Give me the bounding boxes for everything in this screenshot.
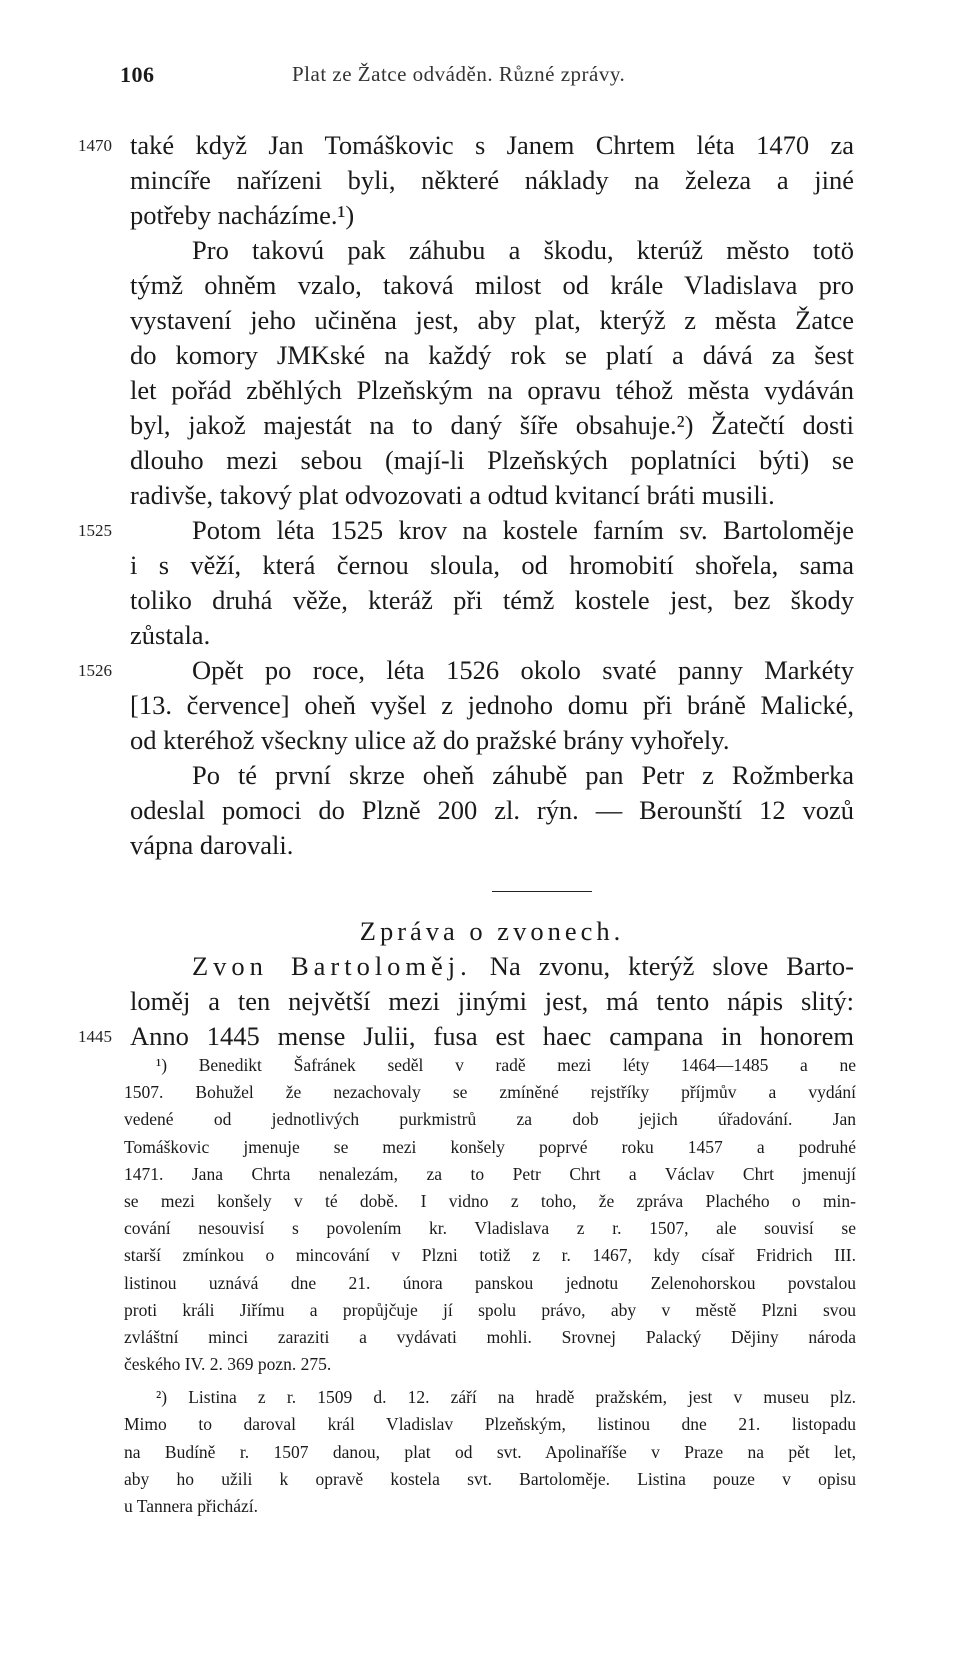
line-text: ²) Listina z r. 1509 d. 12. září na hradě pražském, jest v museu plz. [156,1387,856,1408]
footnote-line [124,1052,856,1079]
bell-name: Zvon Bartoloměj. [192,951,472,981]
margin-year: 1525 [78,521,112,540]
text-line [130,268,854,303]
page-header [120,62,860,92]
footnote-line [124,1134,856,1161]
text-line [130,233,854,268]
footnote-line [124,1079,856,1106]
footnote-line [124,1324,856,1351]
footnote-line [124,1161,856,1188]
text-line [130,548,854,583]
line-text: vystavení jeho učiněna jest, aby plat, kterýž z města Žatce [130,305,854,335]
line-text: [13. července] oheň vyšel z jednoho domu při bráně Malické, [130,690,854,720]
line-text: cování nesouvisí s povolením kr. Vladislava z r. 1507, ale souvisí se [124,1218,856,1239]
main-text [78,128,854,1054]
line-text: radivše, takový plat odvozovati a odtud kvitancí bráti musili. [130,480,775,510]
text-line [130,758,854,793]
line-text: odeslal pomoci do Plzně 200 zl. rýn. — Berounští 12 vozů [130,795,854,825]
text-line [78,653,854,688]
text-line [130,618,854,653]
margin-year: 1470 [78,136,112,155]
line-text: Po té první skrze oheň záhubě pan Petr z Rožmberka [192,760,854,790]
line-text: loměj a ten největší mezi jinými jest, má tento nápis slitý: [130,986,854,1016]
line-text: do komory JMKské na každý rok se platí a dává za šest [130,340,854,370]
line-text: 1471. Jana Chrta nenalezám, za to Petr Chrt a Václav Chrt jmenují [124,1163,856,1184]
running-title: Plat ze Žatce odváděn. Různé zprávy. [292,62,626,86]
line-text: u Tannera přichází. [124,1496,259,1516]
footnote-line [124,1466,856,1493]
line-text: aby ho užili k opravě kostela svt. Bartoloměje. Listina pouze v opisu [124,1468,856,1489]
text-line [78,513,854,548]
margin-year: 1526 [78,661,112,680]
margin-year: 1445 [78,1027,112,1046]
text-line [78,1019,854,1054]
line-text: Potom léta 1525 krov na kostele farním sv. Bartoloměje [192,515,854,545]
line-text: toliko druhá věže, kteráž při témž kostele jest, bez škody [130,585,854,615]
line-text: vedené od jednotlivých purkmistrů za dob jejich úřadování. Jan [124,1109,856,1130]
text-line [78,128,854,163]
line-text: byl, jakož majestát na to daný šíře obsahuje.²) Žatečtí dosti [130,410,854,440]
text-line [130,443,854,478]
text-line [130,478,854,513]
footnote-line [124,1270,856,1297]
line-text: také když Jan Tomáškovic s Janem Chrtem léta 1470 za [130,130,854,160]
section-title: Zpráva o zvonech. [359,916,625,946]
line-text: starší zmínkou o mincování v Plzni totiž z r. 1467, kdy císař Fridrich III. [124,1245,856,1266]
text-line [130,303,854,338]
line-text: vápna darovali. [130,830,294,860]
footnote-line [124,1351,856,1378]
line-text: dlouho mezi sebou (mají-li Plzeňských poplatníci býti) se [130,445,854,475]
text-line [130,828,854,863]
text-line [130,338,854,373]
footnote-line [124,1439,856,1466]
text-line [130,984,854,1019]
line-text: se mezi konšely v té době. I vidno z toho, že zpráva Plachého o min- [124,1190,856,1211]
line-text: Na zvonu, kterýž slove Barto- [471,951,854,981]
line-text: Mimo to daroval král Vladislav Plzeňským, listinou dne 21. listopadu [124,1414,856,1435]
footnote-lines [124,1052,856,1520]
line-text: Anno 1445 mense Julii, fusa est haec campana in honorem [130,1021,854,1051]
body-lines [78,128,854,863]
footnote-line [124,1384,856,1411]
page-number: 106 [120,62,155,87]
line-text: Tomáškovic jmenuje se mezi konšely poprvé roku 1457 a podruhé [124,1136,856,1157]
footnote-line [124,1215,856,1242]
line-text: ¹) Benedikt Šafránek seděl v radě mezi léty 1464—1485 a ne [156,1055,856,1075]
line-text: na Budíně r. 1507 danou, plat od svt. Apolinaříše v Praze na pět let, [124,1441,856,1462]
section-divider [492,891,592,892]
line-text: od kteréhož všeckny ulice až do pražské brány vyhořely. [130,725,730,755]
line-text: zůstala. [130,620,211,650]
text-line [130,198,854,233]
footnote-line [124,1188,856,1215]
text-line [130,793,854,828]
text-line [130,723,854,758]
footnotes [124,1052,856,1520]
line-text: 1507. Bohužel že nezachovaly se zmíněné rejstříky příjmův a vydání [124,1082,856,1103]
line-text: i s věží, která černou sloula, od hromobití shořela, sama [130,550,854,580]
line-text: mincíře nařízeni byli, některé náklady na železa a jiné [130,165,854,195]
line-text: týmž ohněm vzalo, taková milost od krále Vladislava pro [130,270,854,300]
text-line [130,949,854,984]
footnote-line [124,1493,856,1520]
line-text: Pro takovú pak záhubu a škodu, kterúž město totö [192,235,854,265]
line-text: let pořád zběhlých Plzeňským na opravu téhož města vydáván [130,375,854,405]
line-text: českého IV. 2. 369 pozn. 275. [124,1354,332,1375]
text-line [130,583,854,618]
text-line [130,408,854,443]
text-line [130,163,854,198]
footnote-line [124,1297,856,1324]
line-text: zvláštní minci zaraziti a vydávati mohli. Srovnej Palacký Dějiny národa [124,1326,856,1347]
text-line [130,373,854,408]
text-line [130,688,854,723]
line-text: Opět po roce, léta 1526 okolo svaté panny Markéty [192,655,854,685]
footnote-line [124,1242,856,1269]
section-lines [78,949,854,1054]
footnote-line [124,1411,856,1438]
line-text: potřeby nacházíme.¹) [130,200,355,230]
footnote-line [124,1106,856,1133]
line-text: proti králi Jiřímu a propůjčuje jí spolu právo, aby v městě Plzni svou [124,1299,856,1320]
line-text: listinou uznává dne 21. února panskou jednotu Zelenohorskou povstalou [124,1272,856,1293]
